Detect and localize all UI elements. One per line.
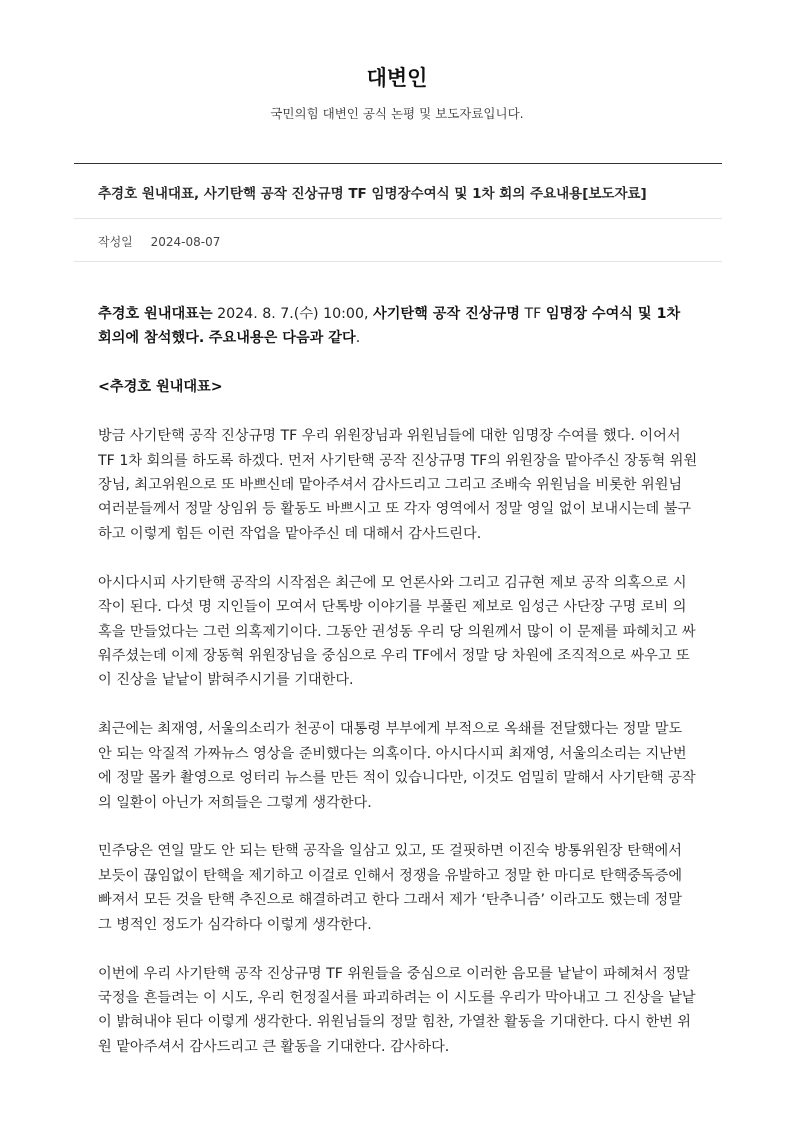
meta-divider	[74, 261, 722, 262]
body-paragraph-1: 방금 사기탄핵 공작 진상규명 TF 우리 위원장님과 위원님들에 대한 임명장 수여를 했다. 이어서 TF 1차 회의를 하도록 하겠다. 먼저 사기탄핵 공작 진상규명 TF의 위원장을 맡아주신 장동혁 위원장님, 최고위원으로 또 바쁘신데 맡아주셔서 감사드리고 그리고 조배숙 위원님을 비롯한 위원님 여러분들께서 정말 상임위 등 활동도 바쁘시고 또 각자 영역에서 정말 영일 없이 보내시는데 불구하고 이렇게 힘든 이런 작업을 맡아주신 데 대해서 감사드린다.	[98, 428, 698, 542]
article-date: 2024-08-07	[150, 235, 221, 249]
header-divider	[74, 163, 722, 164]
lead-paragraph	[98, 302, 698, 351]
lead-period: .	[355, 330, 361, 347]
body-paragraph-3: 최근에는 최재영, 서울의소리가 천공이 대통령 부부에게 부적으로 옥쇄를 전달했다는 정말 말도 안 되는 악질적 가짜뉴스 영상을 준비했다는 의혹이다. 아시다시피 최재영, 서울의소리는 지난번에 정말 몰카 촬영으로 엉터리 뉴스를 만든 적이 있습니다만, 이것도 엄밀히 말해서 사기탄핵 공작의 일환이 아닌가 저희들은 그렇게 생각한다.	[98, 721, 696, 811]
article-title: 추경호 원내대표, 사기탄핵 공작 진상규명 TF 임명장수여식 및 1차 회의 주요내용[보도자료]	[98, 186, 647, 202]
body-paragraph-5: 이번에 우리 사기탄핵 공작 진상규명 TF 위원들을 중심으로 이러한 음모를 낱낱이 파헤쳐서 정말 국정을 흔들려는 이 시도, 우리 헌정질서를 파괴하려는 이 시도를 우리가 막아내고 그 진상을 낱낱이 밝혀내야 된다 이렇게 생각한다. 위원님들의 정말 힘찬, 가열찬 활동을 기대한다. 다시 한번 위원 맡아주셔서 감사드리고 큰 활동을 기대한다. 감사하다.	[98, 965, 696, 1055]
article-meta	[98, 233, 220, 250]
speaker-heading: <추경호 원내대표>	[98, 379, 223, 396]
date-label: 작성일	[98, 235, 133, 249]
lead-subject: 추경호 원내대표는	[98, 306, 213, 322]
article-body	[98, 302, 698, 1084]
site-description: 국민의힘 대변인 공식 논평 및 보도자료입니다.	[270, 106, 524, 121]
lead-tf: TF	[519, 306, 546, 322]
body-paragraph-2: 아시다시피 사기탄핵 공작의 시작점은 최근에 모 언론사와 그리고 김규현 제보 공작 의혹으로 시작이 된다. 다섯 명 지인들이 모여서 단톡방 이야기를 부풀린 제보로 임성근 사단장 구명 로비 의혹을 만들었다는 그런 의혹제기이다. 그동안 권성동 우리 당 의원께서 많이 이 문제를 파헤치고 싸워주셨는데 이제 장동혁 위원장님을 중심으로 우리 TF에서 정말 당 차원에 조직적으로 싸우고 또 이 진상을 낱낱이 밝혀주시기를 기대한다.	[98, 574, 696, 689]
lead-event: 임명장 수여식 및 1차 회의에 참석했다.	[98, 306, 681, 347]
lead-datetime: 2024. 8. 7.(수) 10:00,	[212, 306, 374, 322]
site-title: 대변인	[366, 66, 428, 90]
lead-summary: 주요내용은 다음과 같다	[208, 330, 356, 347]
title-divider	[74, 218, 722, 219]
lead-tf-name: 사기탄핵 공작 진상규명	[373, 306, 520, 322]
body-paragraph-4: 민주당은 연일 말도 안 되는 탄핵 공작을 일삼고 있고, 또 걸핏하면 이진숙 방통위원장 탄핵에서 보듯이 끊임없이 탄핵을 제기하고 이걸로 인해서 정쟁을 유발하고 정말 한 마디로 탄핵중독증에 빠져서 모든 것을 탄핵 추진으로 해결하려고 한다 그래서 제가 ‘탄추니즘’ 이라고도 했는데 정말 그 병적인 정도가 심각하다 이렇게 생각한다.	[98, 843, 683, 933]
